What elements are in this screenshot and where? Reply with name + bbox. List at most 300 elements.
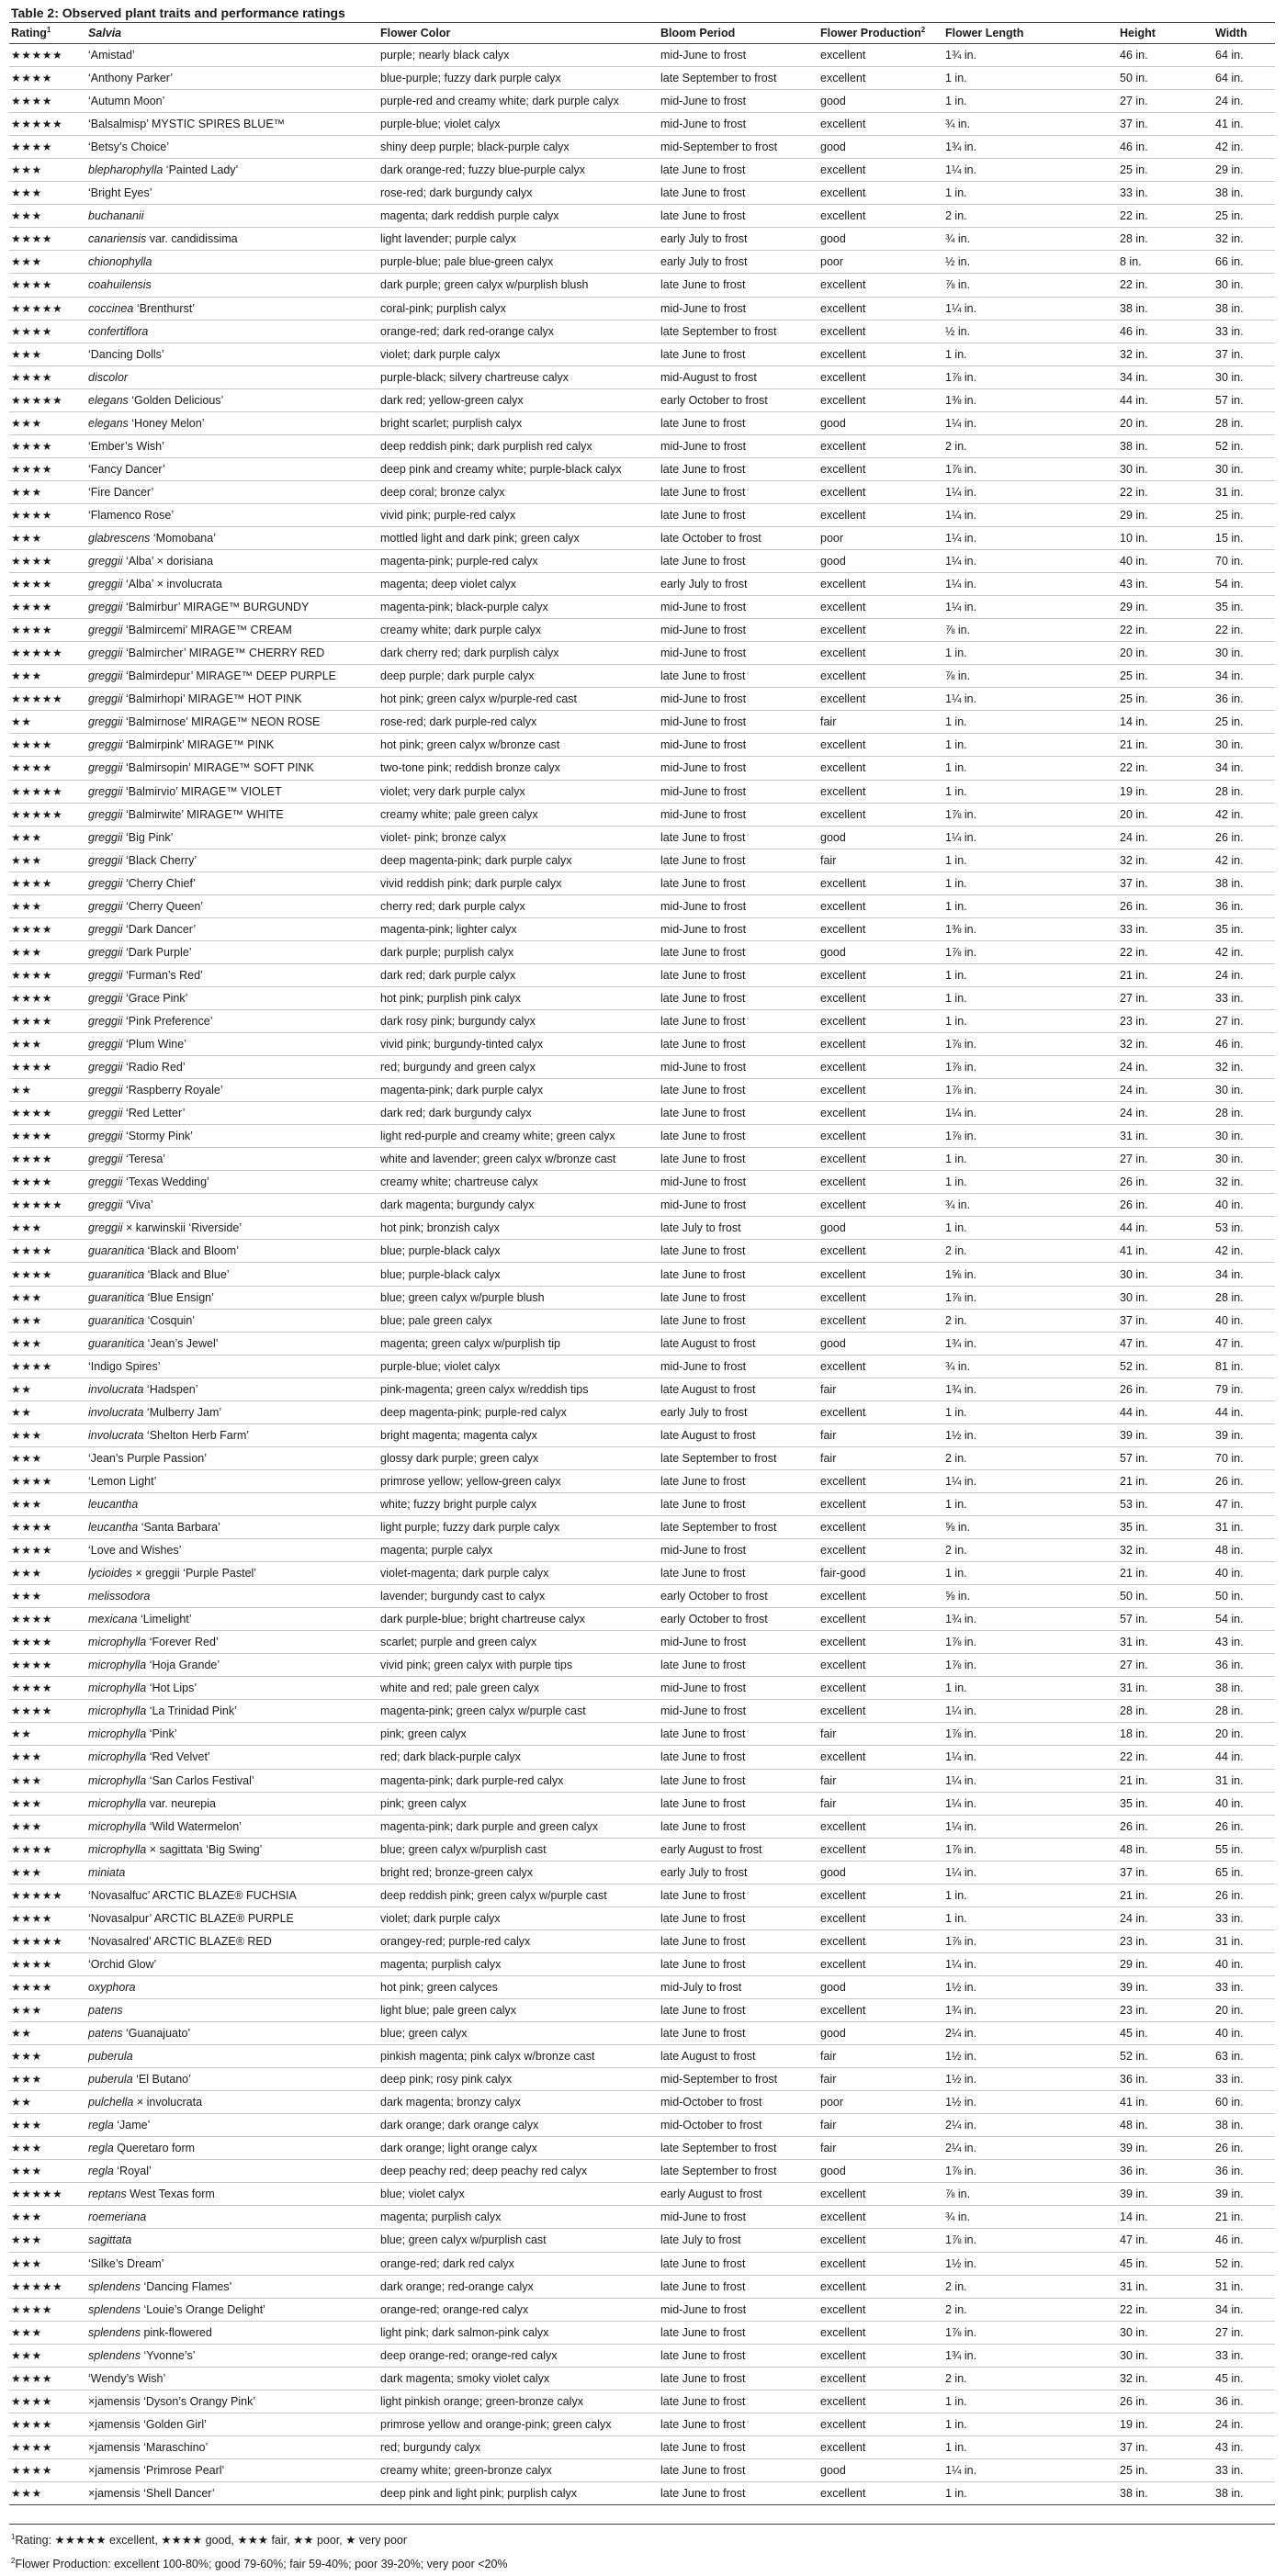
table-row bbox=[9, 1723, 1275, 1746]
cultivar-name: ‘Forever Red’ bbox=[146, 1636, 219, 1649]
table-row bbox=[9, 1815, 1275, 1838]
salvia-cell bbox=[86, 1975, 378, 1998]
width-cell: 33 in. bbox=[1213, 986, 1275, 1009]
table-row bbox=[9, 1769, 1275, 1792]
salvia-cell bbox=[86, 2481, 378, 2504]
flower-production-cell: excellent bbox=[818, 480, 943, 503]
height-cell: 23 in. bbox=[1118, 1009, 1213, 1032]
width-cell: 28 in. bbox=[1213, 411, 1275, 434]
width-cell: 81 in. bbox=[1213, 1355, 1275, 1378]
salvia-cell bbox=[86, 1240, 378, 1263]
width-cell: 31 in. bbox=[1213, 1769, 1275, 1792]
salvia-cell bbox=[86, 1492, 378, 1515]
table-row bbox=[9, 205, 1275, 228]
rating-cell: ★★★ bbox=[9, 2137, 86, 2160]
species-name: greggii bbox=[88, 715, 123, 729]
flower-production-cell: excellent bbox=[818, 780, 943, 803]
rating-cell: ★★★ bbox=[9, 826, 86, 849]
species-name: regla bbox=[88, 2142, 114, 2155]
species-name: greggii bbox=[88, 1038, 123, 1052]
rating-cell: ★★★ bbox=[9, 2068, 86, 2091]
flower-color-cell: light purple; fuzzy dark purple calyx bbox=[378, 1516, 659, 1539]
flower-production-cell: excellent bbox=[818, 343, 943, 366]
width-cell: 43 in. bbox=[1213, 1631, 1275, 1654]
species-name: leucantha bbox=[88, 1521, 139, 1535]
species-name: greggii bbox=[88, 601, 123, 614]
flower-length-cell: 1 in. bbox=[943, 986, 1118, 1009]
flower-production-cell: fair bbox=[818, 2114, 943, 2137]
header-row bbox=[9, 23, 1275, 44]
species-name: greggii bbox=[88, 555, 123, 568]
flower-production-cell: fair bbox=[818, 2068, 943, 2091]
species-name: elegans bbox=[88, 416, 129, 430]
width-cell: 37 in. bbox=[1213, 343, 1275, 366]
cultivar-name: ‘Indigo Spires’ bbox=[88, 1359, 161, 1373]
flower-color-cell: magenta-pink; dark purple calyx bbox=[378, 1079, 659, 1102]
bloom-period-cell: late June to frost bbox=[659, 940, 818, 963]
cultivar-name: ‘Novasalfuc’ ARCTIC BLAZE® FUCHSIA bbox=[88, 1888, 297, 1902]
flower-length-cell: 1 in. bbox=[943, 963, 1118, 986]
bloom-period-cell: mid-June to frost bbox=[659, 1539, 818, 1562]
height-cell: 52 in. bbox=[1118, 2045, 1213, 2068]
width-cell: 31 in. bbox=[1213, 2275, 1275, 2298]
table-row bbox=[9, 849, 1275, 872]
cultivar-name: ‘Jean’s Purple Passion’ bbox=[88, 1451, 208, 1465]
flower-length-cell: 1 in. bbox=[943, 1562, 1118, 1585]
flower-production-cell: excellent bbox=[818, 2229, 943, 2252]
rating-cell: ★★★★ bbox=[9, 1677, 86, 1700]
flower-production-cell: excellent bbox=[818, 596, 943, 619]
flower-length-cell: 1 in. bbox=[943, 1009, 1118, 1032]
flower-color-cell: scarlet; purple and green calyx bbox=[378, 1631, 659, 1654]
width-cell: 34 in. bbox=[1213, 1263, 1275, 1286]
flower-color-cell: violet; dark purple calyx bbox=[378, 343, 659, 366]
flower-length-cell: 1 in. bbox=[943, 1217, 1118, 1240]
table-row bbox=[9, 90, 1275, 113]
flower-color-cell: blue; purple-black calyx bbox=[378, 1240, 659, 1263]
bloom-period-cell: mid-June to frost bbox=[659, 1056, 818, 1079]
flower-production-cell: excellent bbox=[818, 1400, 943, 1423]
bloom-period-cell: late June to frost bbox=[659, 1148, 818, 1171]
flower-length-cell: 1½ in. bbox=[943, 2045, 1118, 2068]
flower-length-cell: 2 in. bbox=[943, 2367, 1118, 2390]
table-row bbox=[9, 457, 1275, 480]
bloom-period-cell: late June to frost bbox=[659, 1492, 818, 1515]
cultivar-name: ‘Plum Wine’ bbox=[122, 1038, 186, 1052]
flower-length-cell: 2¼ in. bbox=[943, 2114, 1118, 2137]
salvia-cell bbox=[86, 1171, 378, 1194]
width-cell: 52 in. bbox=[1213, 2252, 1275, 2275]
table-row bbox=[9, 1125, 1275, 1148]
rating-cell: ★★★★★ bbox=[9, 803, 86, 826]
flower-production-cell: excellent bbox=[818, 2481, 943, 2504]
flower-production-cell: fair bbox=[818, 1378, 943, 1400]
flower-production-cell: excellent bbox=[818, 1929, 943, 1952]
bloom-period-cell: late June to frost bbox=[659, 1952, 818, 1975]
cultivar-name: ‘Yvonne’s’ bbox=[141, 2348, 196, 2362]
width-cell: 44 in. bbox=[1213, 1746, 1275, 1769]
height-cell: 22 in. bbox=[1118, 619, 1213, 642]
flower-color-cell: dark magenta; bronzy calyx bbox=[378, 2091, 659, 2114]
flower-color-cell: magenta; purple calyx bbox=[378, 1539, 659, 1562]
salvia-cell bbox=[86, 2252, 378, 2275]
rating-cell: ★★★★★ bbox=[9, 2275, 86, 2298]
flower-production-cell: excellent bbox=[818, 1286, 943, 1309]
species-name: guaranitica bbox=[88, 1336, 145, 1350]
cultivar-name: ‘Novasalred’ ARCTIC BLAZE® RED bbox=[88, 1934, 272, 1948]
width-cell: 28 in. bbox=[1213, 1286, 1275, 1309]
rating-cell: ★★★★ bbox=[9, 2458, 86, 2481]
salvia-cell bbox=[86, 136, 378, 159]
table-row bbox=[9, 274, 1275, 297]
width-cell: 47 in. bbox=[1213, 1332, 1275, 1355]
salvia-cell bbox=[86, 182, 378, 205]
height-cell: 31 in. bbox=[1118, 2275, 1213, 2298]
cultivar-name: ‘Wendy’s Wish’ bbox=[88, 2371, 166, 2385]
height-cell: 47 in. bbox=[1118, 1332, 1213, 1355]
rating-cell: ★★★★★ bbox=[9, 1884, 86, 1907]
flower-production-cell: good bbox=[818, 90, 943, 113]
flower-length-cell: 1⅞ in. bbox=[943, 803, 1118, 826]
table-row bbox=[9, 1700, 1275, 1723]
salvia-cell bbox=[86, 2137, 378, 2160]
rating-cell: ★★★ bbox=[9, 480, 86, 503]
salvia-cell bbox=[86, 2458, 378, 2481]
flower-length-cell: 1¾ in. bbox=[943, 136, 1118, 159]
rating-cell: ★★★★ bbox=[9, 1539, 86, 1562]
height-cell: 21 in. bbox=[1118, 734, 1213, 757]
rating-cell: ★★★ bbox=[9, 182, 86, 205]
height-cell: 44 in. bbox=[1118, 1217, 1213, 1240]
salvia-cell bbox=[86, 1562, 378, 1585]
width-cell: 38 in. bbox=[1213, 2481, 1275, 2504]
height-cell: 40 in. bbox=[1118, 550, 1213, 573]
species-name: leucantha bbox=[88, 1497, 139, 1511]
bloom-period-cell: late June to frost bbox=[659, 2022, 818, 2045]
cultivar-name: ‘Autumn Moon’ bbox=[88, 95, 165, 108]
width-cell: 54 in. bbox=[1213, 1608, 1275, 1631]
rating-cell: ★★★★ bbox=[9, 1952, 86, 1975]
flower-length-cell: 1 in. bbox=[943, 343, 1118, 366]
bloom-period-cell: late June to frost bbox=[659, 665, 818, 688]
flower-color-cell: bright scarlet; purplish calyx bbox=[378, 411, 659, 434]
flower-length-cell: 1¼ in. bbox=[943, 1746, 1118, 1769]
table-row bbox=[9, 1492, 1275, 1515]
species-name: greggii bbox=[88, 991, 123, 1005]
height-cell: 21 in. bbox=[1118, 1562, 1213, 1585]
flower-color-cell: dark orange-red; fuzzy blue-purple calyx bbox=[378, 159, 659, 182]
flower-production-cell: excellent bbox=[818, 2413, 943, 2435]
height-cell: 37 in. bbox=[1118, 113, 1213, 136]
rating-cell: ★★★★ bbox=[9, 228, 86, 251]
rating-cell: ★★★★★ bbox=[9, 1929, 86, 1952]
height-cell: 52 in. bbox=[1118, 1355, 1213, 1378]
rating-cell: ★★★★ bbox=[9, 1125, 86, 1148]
salvia-cell bbox=[86, 826, 378, 849]
flower-length-cell: ¾ in. bbox=[943, 1355, 1118, 1378]
flower-length-cell: 1 in. bbox=[943, 894, 1118, 917]
bloom-period-cell: early July to frost bbox=[659, 1861, 818, 1884]
salvia-cell bbox=[86, 320, 378, 343]
cultivar-name: ‘Painted Lady’ bbox=[163, 163, 239, 177]
bloom-period-cell: late June to frost bbox=[659, 159, 818, 182]
species-name: greggii bbox=[88, 1084, 123, 1097]
height-cell: 45 in. bbox=[1118, 2252, 1213, 2275]
bloom-period-cell: late June to frost bbox=[659, 1792, 818, 1815]
flower-length-cell: 1 in. bbox=[943, 1884, 1118, 1907]
cultivar-name: ‘Teresa’ bbox=[122, 1153, 166, 1166]
species-name: coahuilensis bbox=[88, 278, 152, 292]
bloom-period-cell: mid-September to frost bbox=[659, 2068, 818, 2091]
rating-cell: ★★★★★ bbox=[9, 113, 86, 136]
flower-length-cell: 1¼ in. bbox=[943, 1102, 1118, 1125]
rating-cell: ★★★★★ bbox=[9, 44, 86, 67]
flower-color-cell: light blue; pale green calyx bbox=[378, 1998, 659, 2021]
flower-length-cell: 1¾ in. bbox=[943, 1378, 1118, 1400]
species-name: greggii bbox=[88, 784, 123, 798]
table-row bbox=[9, 1148, 1275, 1171]
salvia-cell bbox=[86, 1286, 378, 1309]
flower-color-cell: dark orange; light orange calyx bbox=[378, 2137, 659, 2160]
table-row bbox=[9, 320, 1275, 343]
table-row bbox=[9, 1746, 1275, 1769]
width-cell: 36 in. bbox=[1213, 894, 1275, 917]
width-cell: 54 in. bbox=[1213, 573, 1275, 596]
flower-length-cell: 1½ in. bbox=[943, 1975, 1118, 1998]
salvia-cell bbox=[86, 2275, 378, 2298]
species-name: glabrescens bbox=[88, 532, 151, 545]
width-cell: 24 in. bbox=[1213, 90, 1275, 113]
rating-cell: ★★★★ bbox=[9, 963, 86, 986]
flower-production-cell: good bbox=[818, 2458, 943, 2481]
flower-color-cell: lavender; burgundy cast to calyx bbox=[378, 1585, 659, 1608]
salvia-cell bbox=[86, 803, 378, 826]
table-row bbox=[9, 1998, 1275, 2021]
flower-color-cell: creamy white; green-bronze calyx bbox=[378, 2458, 659, 2481]
height-cell: 31 in. bbox=[1118, 1125, 1213, 1148]
flower-color-cell: creamy white; dark purple calyx bbox=[378, 619, 659, 642]
height-cell: 39 in. bbox=[1118, 1975, 1213, 1998]
flower-length-cell: 2¼ in. bbox=[943, 2137, 1118, 2160]
flower-production-cell: fair bbox=[818, 1723, 943, 1746]
height-cell: 32 in. bbox=[1118, 849, 1213, 872]
species-name: buchananii bbox=[88, 209, 144, 223]
cultivar-name: ‘Radio Red’ bbox=[122, 1061, 186, 1074]
table-row bbox=[9, 2413, 1275, 2435]
bloom-period-cell: mid-September to frost bbox=[659, 136, 818, 159]
flower-length-cell: 2¼ in. bbox=[943, 2022, 1118, 2045]
flower-length-cell: 1⅞ in. bbox=[943, 940, 1118, 963]
species-name: microphylla bbox=[88, 1750, 147, 1764]
cultivar-name: ‘Dancing Dolls’ bbox=[88, 347, 164, 361]
width-cell: 30 in. bbox=[1213, 457, 1275, 480]
cultivar-name: ‘Jame’ bbox=[113, 2119, 151, 2132]
species-name: greggii bbox=[88, 1014, 123, 1028]
height-cell: 21 in. bbox=[1118, 1884, 1213, 1907]
flower-length-cell: 1 in. bbox=[943, 1400, 1118, 1423]
flower-color-cell: purple-blue; violet calyx bbox=[378, 1355, 659, 1378]
bloom-period-cell: mid-June to frost bbox=[659, 1171, 818, 1194]
flower-color-cell: blue; green calyx w/purplish cast bbox=[378, 2229, 659, 2252]
salvia-cell bbox=[86, 917, 378, 940]
flower-length-cell: ⅝ in. bbox=[943, 1516, 1118, 1539]
height-cell: 29 in. bbox=[1118, 596, 1213, 619]
table-row bbox=[9, 2252, 1275, 2275]
species-name: greggii bbox=[88, 761, 123, 775]
flower-length-cell: 1⅞ in. bbox=[943, 1056, 1118, 1079]
flower-color-cell: deep coral; bronze calyx bbox=[378, 480, 659, 503]
flower-length-cell: 2 in. bbox=[943, 1446, 1118, 1469]
salvia-cell bbox=[86, 1378, 378, 1400]
bloom-period-cell: late September to frost bbox=[659, 2137, 818, 2160]
salvia-cell bbox=[86, 1769, 378, 1792]
bloom-period-cell: mid-June to frost bbox=[659, 642, 818, 665]
rating-cell: ★★★★ bbox=[9, 1056, 86, 1079]
flower-color-cell: blue; violet calyx bbox=[378, 2183, 659, 2206]
width-cell: 42 in. bbox=[1213, 1240, 1275, 1263]
salvia-cell bbox=[86, 205, 378, 228]
table-row bbox=[9, 1907, 1275, 1929]
bloom-period-cell: late June to frost bbox=[659, 1907, 818, 1929]
table-row bbox=[9, 2390, 1275, 2413]
flower-production-cell: excellent bbox=[818, 1056, 943, 1079]
flower-production-cell: fair bbox=[818, 1792, 943, 1815]
flower-color-cell: shiny deep purple; black-purple calyx bbox=[378, 136, 659, 159]
bloom-period-cell: early July to frost bbox=[659, 251, 818, 274]
bloom-period-cell: mid-August to frost bbox=[659, 366, 818, 388]
cultivar-name: ‘Alba’ × involucrata bbox=[122, 578, 222, 591]
table-row bbox=[9, 1102, 1275, 1125]
rating-cell: ★★★ bbox=[9, 1769, 86, 1792]
width-cell: 40 in. bbox=[1213, 1952, 1275, 1975]
height-cell: 39 in. bbox=[1118, 2183, 1213, 2206]
table-row bbox=[9, 917, 1275, 940]
flower-length-cell: 1¼ in. bbox=[943, 573, 1118, 596]
flower-length-cell: 1⅞ in. bbox=[943, 2321, 1118, 2344]
height-cell: 21 in. bbox=[1118, 1469, 1213, 1492]
species-name: regla bbox=[88, 2119, 114, 2132]
bloom-period-cell: late June to frost bbox=[659, 457, 818, 480]
species-name: microphylla bbox=[88, 1796, 147, 1810]
flower-color-cell: violet; dark purple calyx bbox=[378, 1907, 659, 1929]
flower-length-cell: 1¼ in. bbox=[943, 1769, 1118, 1792]
salvia-cell bbox=[86, 457, 378, 480]
width-cell: 25 in. bbox=[1213, 205, 1275, 228]
bloom-period-cell: mid-June to frost bbox=[659, 1194, 818, 1217]
rating-cell: ★★★★ bbox=[9, 1171, 86, 1194]
traits-table bbox=[9, 23, 1275, 2505]
rating-cell: ★★★ bbox=[9, 1446, 86, 1469]
salvia-cell bbox=[86, 665, 378, 688]
flower-production-cell: excellent bbox=[818, 986, 943, 1009]
salvia-cell bbox=[86, 1125, 378, 1148]
bloom-period-cell: mid-June to frost bbox=[659, 757, 818, 780]
table-row bbox=[9, 480, 1275, 503]
height-cell: 33 in. bbox=[1118, 182, 1213, 205]
flower-production-cell: excellent bbox=[818, 803, 943, 826]
rating-cell: ★★★ bbox=[9, 894, 86, 917]
table-row bbox=[9, 780, 1275, 803]
flower-color-cell: blue-purple; fuzzy dark purple calyx bbox=[378, 67, 659, 90]
rating-cell: ★★★★★ bbox=[9, 297, 86, 320]
salvia-cell bbox=[86, 1469, 378, 1492]
flower-length-cell: 1 in. bbox=[943, 2481, 1118, 2504]
flower-color-cell: light lavender; purple calyx bbox=[378, 228, 659, 251]
flower-color-cell: deep peachy red; deep peachy red calyx bbox=[378, 2160, 659, 2183]
species-name: coccinea bbox=[88, 301, 134, 315]
species-name: sagittata bbox=[88, 2233, 132, 2247]
salvia-cell bbox=[86, 2344, 378, 2367]
flower-production-cell: excellent bbox=[818, 1079, 943, 1102]
width-cell: 34 in. bbox=[1213, 2298, 1275, 2321]
height-cell: 26 in. bbox=[1118, 2390, 1213, 2413]
width-cell: 30 in. bbox=[1213, 1125, 1275, 1148]
table-row bbox=[9, 343, 1275, 366]
table-title: Table 2: Observed plant traits and performance ratings bbox=[9, 4, 1275, 23]
bloom-period-cell: mid-July to frost bbox=[659, 1975, 818, 1998]
height-cell: 14 in. bbox=[1118, 711, 1213, 734]
height-cell: 35 in. bbox=[1118, 1792, 1213, 1815]
table-row bbox=[9, 826, 1275, 849]
flower-color-cell: dark red; dark purple calyx bbox=[378, 963, 659, 986]
height-cell: 34 in. bbox=[1118, 366, 1213, 388]
header-flower-production: Flower Production$^2$ bbox=[818, 23, 943, 44]
salvia-cell bbox=[86, 1400, 378, 1423]
species-name: discolor bbox=[88, 370, 129, 384]
flower-production-cell: excellent bbox=[818, 2252, 943, 2275]
cultivar-name: ‘Anthony Parker’ bbox=[88, 72, 174, 85]
rating-cell: ★★★★ bbox=[9, 2435, 86, 2458]
table-row bbox=[9, 1929, 1275, 1952]
flower-length-cell: ¾ in. bbox=[943, 1194, 1118, 1217]
species-name: microphylla bbox=[88, 1659, 147, 1672]
flower-length-cell: 2 in. bbox=[943, 434, 1118, 457]
rating-cell: ★★★★ bbox=[9, 1907, 86, 1929]
flower-color-cell: bright magenta; magenta calyx bbox=[378, 1423, 659, 1446]
height-cell: 37 in. bbox=[1118, 872, 1213, 894]
species-name: oxyphora bbox=[88, 1980, 136, 1994]
species-name: greggii bbox=[88, 1130, 123, 1143]
flower-production-cell: excellent bbox=[818, 457, 943, 480]
salvia-cell bbox=[86, 2229, 378, 2252]
flower-color-cell: hot pink; purplish pink calyx bbox=[378, 986, 659, 1009]
cultivar-name: ‘Grace Pink’ bbox=[122, 991, 188, 1005]
species-name: splendens bbox=[88, 2325, 141, 2339]
flower-length-cell: 1 in. bbox=[943, 182, 1118, 205]
width-cell: 26 in. bbox=[1213, 826, 1275, 849]
salvia-cell bbox=[86, 1723, 378, 1746]
table-row bbox=[9, 1838, 1275, 1861]
flower-length-cell: ⅝ in. bbox=[943, 1585, 1118, 1608]
width-cell: 30 in. bbox=[1213, 1148, 1275, 1171]
table-row bbox=[9, 67, 1275, 90]
table-row bbox=[9, 2183, 1275, 2206]
height-cell: 31 in. bbox=[1118, 1677, 1213, 1700]
cultivar-name: var. neurepia bbox=[146, 1796, 216, 1810]
cultivar-name: ‘Cherry Queen’ bbox=[122, 899, 204, 913]
flower-length-cell: 1 in. bbox=[943, 734, 1118, 757]
rating-cell: ★★★★ bbox=[9, 434, 86, 457]
flower-length-cell: 1⅞ in. bbox=[943, 457, 1118, 480]
cultivar-name: ‘Limelight’ bbox=[137, 1613, 192, 1626]
table-row bbox=[9, 803, 1275, 826]
cultivar-name: ×jamensis ‘Golden Girl’ bbox=[88, 2417, 207, 2431]
salvia-cell bbox=[86, 526, 378, 549]
flower-color-cell: dark red; dark burgundy calyx bbox=[378, 1102, 659, 1125]
salvia-cell bbox=[86, 1309, 378, 1332]
rating-cell: ★★★★ bbox=[9, 2298, 86, 2321]
rating-cell: ★★★ bbox=[9, 665, 86, 688]
